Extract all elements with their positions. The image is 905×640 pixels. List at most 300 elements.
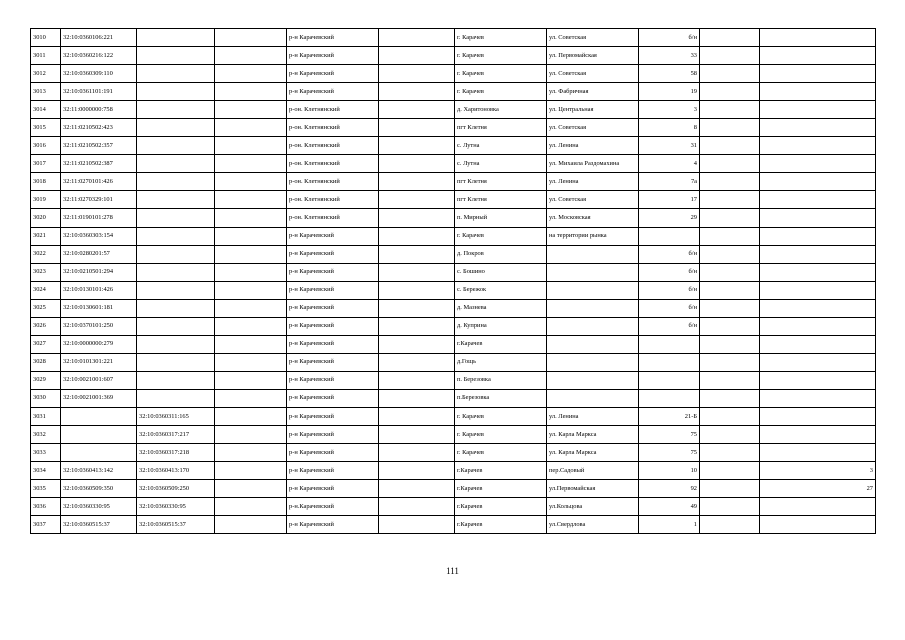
street-cell bbox=[547, 245, 639, 263]
district-cell: р-он. Клетнянский bbox=[287, 155, 379, 173]
settlement-cell: д. Харитоновка bbox=[455, 101, 547, 119]
house-number-cell: б/н bbox=[639, 281, 700, 299]
table-row bbox=[31, 137, 876, 155]
blank-column-cell bbox=[379, 353, 455, 371]
blank-column-cell bbox=[379, 155, 455, 173]
blank-column-cell bbox=[700, 65, 760, 83]
house-number-cell bbox=[639, 353, 700, 371]
blank-column-cell bbox=[379, 191, 455, 209]
street-cell: пер.Садовый bbox=[547, 462, 639, 480]
blank-column-cell bbox=[700, 462, 760, 480]
row-number-cell: 3034 bbox=[31, 462, 61, 480]
settlement-cell: г.Карачев bbox=[455, 480, 547, 498]
cadastral-number-cell: 32:10:0360509:350 bbox=[61, 480, 137, 498]
street-cell bbox=[547, 317, 639, 335]
row-number-cell: 3022 bbox=[31, 245, 61, 263]
blank-column-cell bbox=[700, 407, 760, 425]
blank-column-cell bbox=[700, 335, 760, 353]
cadastral-number-alt-cell bbox=[137, 299, 215, 317]
settlement-cell: пгт Клетня bbox=[455, 119, 547, 137]
table-row bbox=[31, 29, 876, 47]
blank-column-cell bbox=[379, 263, 455, 281]
cadastral-number-alt-cell bbox=[137, 29, 215, 47]
cadastral-number-cell: 32:10:0360330:95 bbox=[61, 498, 137, 516]
extra-number-cell bbox=[760, 263, 876, 281]
house-number-cell: 31 bbox=[639, 137, 700, 155]
table-row bbox=[31, 317, 876, 335]
district-cell: р-он. Клетнянский bbox=[287, 101, 379, 119]
blank-column-cell bbox=[379, 29, 455, 47]
blank-column-cell bbox=[215, 389, 287, 407]
cadastral-number-cell bbox=[61, 426, 137, 444]
row-number-cell: 3029 bbox=[31, 371, 61, 389]
blank-column-cell bbox=[379, 317, 455, 335]
table-row bbox=[31, 444, 876, 462]
street-cell bbox=[547, 371, 639, 389]
table-row bbox=[31, 353, 876, 371]
extra-number-cell bbox=[760, 444, 876, 462]
house-number-cell: 1 bbox=[639, 516, 700, 534]
settlement-cell: г. Карачев bbox=[455, 407, 547, 425]
blank-column-cell bbox=[215, 426, 287, 444]
cadastral-number-alt-cell: 32:10:0360317:218 bbox=[137, 444, 215, 462]
cadastral-number-cell: 32:10:0360303:154 bbox=[61, 227, 137, 245]
district-cell: р-н Карачевский bbox=[287, 462, 379, 480]
cadastral-number-cell: 32:11:0190101:278 bbox=[61, 209, 137, 227]
cadastral-number-alt-cell: 32:10:0360311:165 bbox=[137, 407, 215, 425]
blank-column-cell bbox=[379, 498, 455, 516]
table-row bbox=[31, 191, 876, 209]
street-cell bbox=[547, 389, 639, 407]
row-number-cell: 3031 bbox=[31, 407, 61, 425]
cadastral-number-alt-cell bbox=[137, 245, 215, 263]
extra-number-cell bbox=[760, 335, 876, 353]
row-number-cell: 3037 bbox=[31, 516, 61, 534]
cadastral-number-alt-cell: 32:10:0360330:95 bbox=[137, 498, 215, 516]
street-cell: ул. Ленина bbox=[547, 173, 639, 191]
extra-number-cell bbox=[760, 353, 876, 371]
cadastral-number-cell: 32:10:0130101:426 bbox=[61, 281, 137, 299]
blank-column-cell bbox=[700, 444, 760, 462]
district-cell: р-н Карачевский bbox=[287, 299, 379, 317]
table-row bbox=[31, 101, 876, 119]
settlement-cell: г. Карачев bbox=[455, 29, 547, 47]
house-number-cell: 19 bbox=[639, 83, 700, 101]
blank-column-cell bbox=[700, 317, 760, 335]
blank-column-cell bbox=[700, 155, 760, 173]
settlement-cell: г. Карачев bbox=[455, 444, 547, 462]
extra-number-cell: 3 bbox=[760, 462, 876, 480]
extra-number-cell bbox=[760, 227, 876, 245]
blank-column-cell bbox=[215, 47, 287, 65]
blank-column-cell bbox=[379, 426, 455, 444]
cadastral-number-cell: 32:11:0210502:387 bbox=[61, 155, 137, 173]
blank-column-cell bbox=[700, 47, 760, 65]
cadastral-number-cell: 32:10:0360413:142 bbox=[61, 462, 137, 480]
table-row bbox=[31, 65, 876, 83]
street-cell bbox=[547, 263, 639, 281]
settlement-cell: г.Карачев bbox=[455, 462, 547, 480]
settlement-cell: д. Покров bbox=[455, 245, 547, 263]
district-cell: р-н Карачевский bbox=[287, 480, 379, 498]
extra-number-cell bbox=[760, 83, 876, 101]
blank-column-cell bbox=[215, 516, 287, 534]
row-number-cell: 3010 bbox=[31, 29, 61, 47]
cadastral-number-cell: 32:10:0210501:294 bbox=[61, 263, 137, 281]
blank-column-cell bbox=[215, 317, 287, 335]
row-number-cell: 3015 bbox=[31, 119, 61, 137]
cadastral-number-cell: 32:10:0280201:57 bbox=[61, 245, 137, 263]
blank-column-cell bbox=[379, 335, 455, 353]
row-number-cell: 3035 bbox=[31, 480, 61, 498]
district-cell: р-н.Карачевский bbox=[287, 498, 379, 516]
cadastral-number-cell: 32:11:0270329:101 bbox=[61, 191, 137, 209]
district-cell: р-н Карачевский bbox=[287, 227, 379, 245]
row-number-cell: 3036 bbox=[31, 498, 61, 516]
table-row bbox=[31, 209, 876, 227]
extra-number-cell bbox=[760, 101, 876, 119]
street-cell: ул. Московская bbox=[547, 209, 639, 227]
blank-column-cell bbox=[700, 498, 760, 516]
blank-column-cell bbox=[379, 101, 455, 119]
blank-column-cell bbox=[215, 281, 287, 299]
settlement-cell: г.Карачев bbox=[455, 516, 547, 534]
row-number-cell: 3018 bbox=[31, 173, 61, 191]
blank-column-cell bbox=[379, 83, 455, 101]
blank-column-cell bbox=[700, 426, 760, 444]
table-row bbox=[31, 389, 876, 407]
cadastral-number-cell: 32:10:0360515:37 bbox=[61, 516, 137, 534]
district-cell: р-н Карачевский bbox=[287, 335, 379, 353]
street-cell: ул. Михаила Раздомахина bbox=[547, 155, 639, 173]
district-cell: р-н Карачевский bbox=[287, 389, 379, 407]
settlement-cell: с. Лутна bbox=[455, 155, 547, 173]
table-row bbox=[31, 227, 876, 245]
extra-number-cell bbox=[760, 245, 876, 263]
house-number-cell: 10 bbox=[639, 462, 700, 480]
settlement-cell: д. Куприна bbox=[455, 317, 547, 335]
blank-column-cell bbox=[215, 335, 287, 353]
blank-column-cell bbox=[215, 444, 287, 462]
blank-column-cell bbox=[215, 407, 287, 425]
cadastral-number-alt-cell bbox=[137, 101, 215, 119]
table-row bbox=[31, 83, 876, 101]
row-number-cell: 3016 bbox=[31, 137, 61, 155]
house-number-cell: 33 bbox=[639, 47, 700, 65]
blank-column-cell bbox=[700, 119, 760, 137]
house-number-cell: 58 bbox=[639, 65, 700, 83]
row-number-cell: 3025 bbox=[31, 299, 61, 317]
house-number-cell: 17 bbox=[639, 191, 700, 209]
street-cell: ул. Ленина bbox=[547, 137, 639, 155]
cadastral-number-cell: 32:11:0210502:357 bbox=[61, 137, 137, 155]
extra-number-cell bbox=[760, 299, 876, 317]
blank-column-cell bbox=[379, 371, 455, 389]
cadastral-number-alt-cell bbox=[137, 173, 215, 191]
extra-number-cell bbox=[760, 281, 876, 299]
blank-column-cell bbox=[700, 173, 760, 191]
cadastral-number-cell: 32:10:0361101:191 bbox=[61, 83, 137, 101]
row-number-cell: 3033 bbox=[31, 444, 61, 462]
row-number-cell: 3024 bbox=[31, 281, 61, 299]
blank-column-cell bbox=[215, 191, 287, 209]
blank-column-cell bbox=[379, 462, 455, 480]
street-cell bbox=[547, 353, 639, 371]
table-row bbox=[31, 263, 876, 281]
blank-column-cell bbox=[700, 245, 760, 263]
blank-column-cell bbox=[700, 29, 760, 47]
cadastral-number-cell: 32:11:0270101:426 bbox=[61, 173, 137, 191]
blank-column-cell bbox=[379, 516, 455, 534]
cadastral-number-cell: 32:10:0101301:221 bbox=[61, 353, 137, 371]
cadastral-number-alt-cell bbox=[137, 371, 215, 389]
house-number-cell bbox=[639, 389, 700, 407]
extra-number-cell bbox=[760, 119, 876, 137]
house-number-cell: 8 bbox=[639, 119, 700, 137]
extra-number-cell bbox=[760, 173, 876, 191]
row-number-cell: 3013 bbox=[31, 83, 61, 101]
district-cell: р-н Карачевский bbox=[287, 65, 379, 83]
cadastral-number-alt-cell bbox=[137, 191, 215, 209]
settlement-cell: г.Карачев bbox=[455, 335, 547, 353]
settlement-cell: пгт Клетня bbox=[455, 191, 547, 209]
blank-column-cell bbox=[700, 209, 760, 227]
blank-column-cell bbox=[215, 263, 287, 281]
extra-number-cell bbox=[760, 155, 876, 173]
district-cell: р-н Карачевский bbox=[287, 444, 379, 462]
table-row bbox=[31, 407, 876, 425]
table-row bbox=[31, 516, 876, 534]
district-cell: р-н Карачевский bbox=[287, 516, 379, 534]
blank-column-cell bbox=[215, 155, 287, 173]
district-cell: р-он. Клетнянский bbox=[287, 137, 379, 155]
blank-column-cell bbox=[700, 516, 760, 534]
extra-number-cell bbox=[760, 137, 876, 155]
table-row bbox=[31, 245, 876, 263]
house-number-cell bbox=[639, 335, 700, 353]
cadastral-number-cell bbox=[61, 407, 137, 425]
extra-number-cell bbox=[760, 426, 876, 444]
street-cell: ул.Первомайская bbox=[547, 480, 639, 498]
extra-number-cell bbox=[760, 29, 876, 47]
table-row bbox=[31, 119, 876, 137]
street-cell: ул.Кольцова bbox=[547, 498, 639, 516]
street-cell: ул. Советская bbox=[547, 29, 639, 47]
district-cell: р-н Карачевский bbox=[287, 281, 379, 299]
cadastral-number-cell: 32:10:0021001:369 bbox=[61, 389, 137, 407]
settlement-cell: г. Карачев bbox=[455, 227, 547, 245]
blank-column-cell bbox=[700, 227, 760, 245]
blank-column-cell bbox=[700, 371, 760, 389]
blank-column-cell bbox=[379, 209, 455, 227]
cadastral-number-alt-cell bbox=[137, 227, 215, 245]
cadastral-number-cell: 32:10:0130601:181 bbox=[61, 299, 137, 317]
settlement-cell: п. Березовка bbox=[455, 371, 547, 389]
settlement-cell: г. Карачев bbox=[455, 65, 547, 83]
table-row bbox=[31, 480, 876, 498]
blank-column-cell bbox=[215, 83, 287, 101]
blank-column-cell bbox=[215, 371, 287, 389]
row-number-cell: 3023 bbox=[31, 263, 61, 281]
extra-number-cell bbox=[760, 317, 876, 335]
settlement-cell: г. Карачев bbox=[455, 83, 547, 101]
table-row bbox=[31, 498, 876, 516]
row-number-cell: 3030 bbox=[31, 389, 61, 407]
cadastral-number-alt-cell bbox=[137, 155, 215, 173]
cadastral-number-alt-cell: 32:10:0360509:250 bbox=[137, 480, 215, 498]
blank-column-cell bbox=[215, 480, 287, 498]
blank-column-cell bbox=[379, 173, 455, 191]
blank-column-cell bbox=[215, 119, 287, 137]
street-cell: на территории рынка bbox=[547, 227, 639, 245]
cadastral-number-alt-cell: 32:10:0360515:37 bbox=[137, 516, 215, 534]
cadastral-number-alt-cell bbox=[137, 209, 215, 227]
house-number-cell: б/н bbox=[639, 245, 700, 263]
district-cell: р-он. Клетнянский bbox=[287, 191, 379, 209]
house-number-cell: 21-Б bbox=[639, 407, 700, 425]
row-number-cell: 3011 bbox=[31, 47, 61, 65]
cadastral-number-alt-cell bbox=[137, 317, 215, 335]
blank-column-cell bbox=[379, 119, 455, 137]
table-row bbox=[31, 173, 876, 191]
cadastral-number-cell: 32:10:0360106:221 bbox=[61, 29, 137, 47]
settlement-cell: г. Карачев bbox=[455, 47, 547, 65]
settlement-cell: с. Бережок bbox=[455, 281, 547, 299]
blank-column-cell bbox=[700, 281, 760, 299]
street-cell: ул. Ленина bbox=[547, 407, 639, 425]
settlement-cell: пгт Клетня bbox=[455, 173, 547, 191]
blank-column-cell bbox=[215, 299, 287, 317]
street-cell: ул. Фабричная bbox=[547, 83, 639, 101]
blank-column-cell bbox=[379, 389, 455, 407]
row-number-cell: 3014 bbox=[31, 101, 61, 119]
street-cell: ул. Центральная bbox=[547, 101, 639, 119]
extra-number-cell bbox=[760, 516, 876, 534]
cadastral-number-cell: 32:10:0360309:110 bbox=[61, 65, 137, 83]
street-cell: ул.Свердлова bbox=[547, 516, 639, 534]
blank-column-cell bbox=[215, 353, 287, 371]
blank-column-cell bbox=[379, 480, 455, 498]
row-number-cell: 3019 bbox=[31, 191, 61, 209]
extra-number-cell bbox=[760, 209, 876, 227]
house-number-cell: б/н bbox=[639, 263, 700, 281]
row-number-cell: 3017 bbox=[31, 155, 61, 173]
district-cell: р-н Карачевский bbox=[287, 353, 379, 371]
blank-column-cell bbox=[215, 227, 287, 245]
blank-column-cell bbox=[700, 299, 760, 317]
blank-column-cell bbox=[215, 209, 287, 227]
cadastral-number-cell bbox=[61, 444, 137, 462]
street-cell: ул. Первомайская bbox=[547, 47, 639, 65]
blank-column-cell bbox=[379, 227, 455, 245]
blank-column-cell bbox=[379, 137, 455, 155]
house-number-cell: 4 bbox=[639, 155, 700, 173]
cadastral-number-alt-cell: 32:10:0360317:217 bbox=[137, 426, 215, 444]
house-number-cell: 92 bbox=[639, 480, 700, 498]
table-body bbox=[31, 29, 876, 534]
blank-column-cell bbox=[379, 65, 455, 83]
settlement-cell: г.Карачев bbox=[455, 498, 547, 516]
table-row bbox=[31, 335, 876, 353]
table-row bbox=[31, 426, 876, 444]
blank-column-cell bbox=[700, 480, 760, 498]
register-table bbox=[30, 28, 876, 534]
district-cell: р-н Карачевский bbox=[287, 317, 379, 335]
blank-column-cell bbox=[700, 389, 760, 407]
table-row bbox=[31, 47, 876, 65]
street-cell bbox=[547, 299, 639, 317]
row-number-cell: 3032 bbox=[31, 426, 61, 444]
extra-number-cell bbox=[760, 389, 876, 407]
settlement-cell: д.Гощь bbox=[455, 353, 547, 371]
blank-column-cell bbox=[215, 29, 287, 47]
cadastral-number-cell: 32:11:0000000:758 bbox=[61, 101, 137, 119]
cadastral-number-cell: 32:10:0360216:122 bbox=[61, 47, 137, 65]
table-row bbox=[31, 281, 876, 299]
row-number-cell: 3027 bbox=[31, 335, 61, 353]
cadastral-number-alt-cell bbox=[137, 65, 215, 83]
settlement-cell: д. Мазнева bbox=[455, 299, 547, 317]
cadastral-number-alt-cell bbox=[137, 335, 215, 353]
cadastral-number-alt-cell: 32:10:0360413:170 bbox=[137, 462, 215, 480]
house-number-cell: 7а bbox=[639, 173, 700, 191]
blank-column-cell bbox=[379, 407, 455, 425]
blank-column-cell bbox=[215, 245, 287, 263]
settlement-cell: г. Карачев bbox=[455, 426, 547, 444]
settlement-cell: п. Мирный bbox=[455, 209, 547, 227]
house-number-cell: б/н bbox=[639, 299, 700, 317]
blank-column-cell bbox=[379, 47, 455, 65]
blank-column-cell bbox=[700, 137, 760, 155]
house-number-cell bbox=[639, 227, 700, 245]
street-cell: ул. Советская bbox=[547, 119, 639, 137]
settlement-cell: п.Березовка bbox=[455, 389, 547, 407]
house-number-cell: 29 bbox=[639, 209, 700, 227]
blank-column-cell bbox=[700, 83, 760, 101]
extra-number-cell bbox=[760, 498, 876, 516]
district-cell: р-н Карачевский bbox=[287, 83, 379, 101]
house-number-cell: 3 bbox=[639, 101, 700, 119]
cadastral-number-alt-cell bbox=[137, 137, 215, 155]
cadastral-number-cell: 32:11:0210502:423 bbox=[61, 119, 137, 137]
cadastral-number-alt-cell bbox=[137, 83, 215, 101]
cadastral-number-alt-cell bbox=[137, 263, 215, 281]
blank-column-cell bbox=[700, 263, 760, 281]
settlement-cell: с. Бошино bbox=[455, 263, 547, 281]
district-cell: р-он. Клетнянский bbox=[287, 209, 379, 227]
blank-column-cell bbox=[215, 137, 287, 155]
row-number-cell: 3012 bbox=[31, 65, 61, 83]
house-number-cell: б/н bbox=[639, 29, 700, 47]
blank-column-cell bbox=[215, 462, 287, 480]
extra-number-cell bbox=[760, 407, 876, 425]
street-cell: ул. Карла Маркса bbox=[547, 426, 639, 444]
cadastral-number-alt-cell bbox=[137, 119, 215, 137]
row-number-cell: 3028 bbox=[31, 353, 61, 371]
blank-column-cell bbox=[379, 299, 455, 317]
street-cell: ул. Карла Маркса bbox=[547, 444, 639, 462]
blank-column-cell bbox=[700, 101, 760, 119]
cadastral-number-cell: 32:10:0021001:607 bbox=[61, 371, 137, 389]
table-row bbox=[31, 462, 876, 480]
blank-column-cell bbox=[379, 281, 455, 299]
house-number-cell: 49 bbox=[639, 498, 700, 516]
district-cell: р-н Карачевский bbox=[287, 29, 379, 47]
house-number-cell: 75 bbox=[639, 444, 700, 462]
cadastral-number-alt-cell bbox=[137, 47, 215, 65]
blank-column-cell bbox=[379, 444, 455, 462]
row-number-cell: 3020 bbox=[31, 209, 61, 227]
